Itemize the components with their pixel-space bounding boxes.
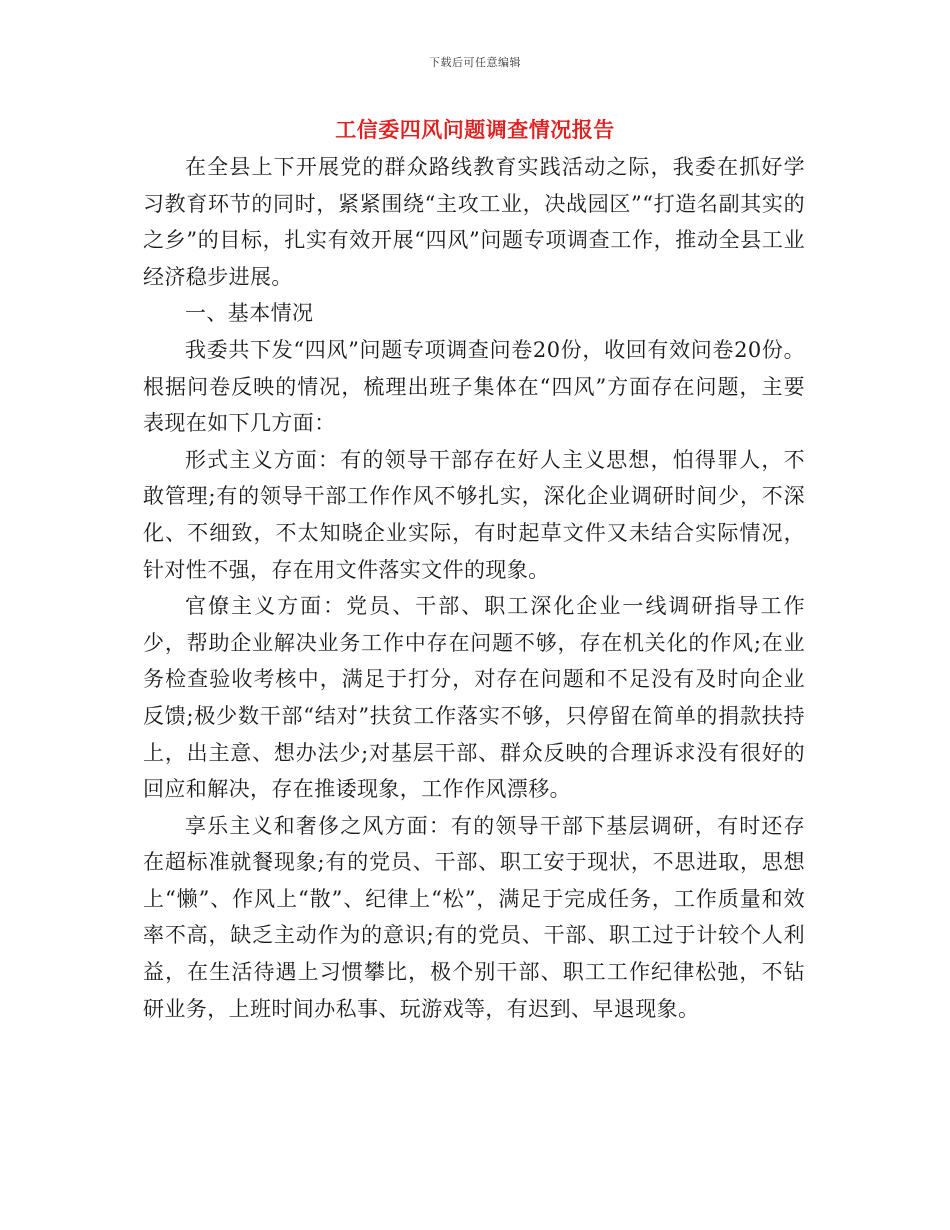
header-note: 下载后可任意编辑 <box>429 56 521 69</box>
paragraph-intro: 在全县上下开展党的群众路线教育实践活动之际，我委在抓好学习教育环节的同时，紧紧围绕“主攻工业，决战园区”“打造名副其实的之乡”的目标，扎实有效开展“四风”问题专项调查工作，推动全县工业经济稳步进展。 <box>143 155 805 289</box>
paragraph-hedonism: 享乐主义和奢侈之风方面：有的领导干部下基层调研，有时还存在超标准就餐现象;有的党员、干部、职工安于现状，不思进取，思想上“懒”、作风上“散”、纪律上“松”，满足于完成任务，工作质量和效率不高，缺乏主动作为的意识;有的党员、干部、职工过于计较个人利益，在生活待遇上习惯攀比，极个别干部、职工工作纪律松弛，不钻研业务，上班时间办私事、玩游戏等，有迟到、早退现象。 <box>143 813 805 1021</box>
paragraph-bureaucratism: 官僚主义方面：党员、干部、职工深化企业一线调研指导工作少，帮助企业解决业务工作中存在问题不够，存在机关化的作风;在业务检查验收考核中，满足于打分，对存在问题和不足没有及时向企业反馈;极少数干部“结对”扶贫工作落实不够，只停留在简单的捐款扶持上，出主意、想办法少;对基层干部、群众反映的合理诉求没有很好的回应和解决，存在推诿现象，工作作风漂移。 <box>143 594 805 802</box>
paragraph-formalism: 形式主义方面：有的领导干部存在好人主义思想，怕得罪人，不敢管理;有的领导干部工作作风不够扎实，深化企业调研时间少，不深化、不细致，不太知晓企业实际，有时起草文件又未结合实际情况，针对性不强，存在用文件落实文件的现象。 <box>143 447 805 582</box>
section-heading-basic-situation: 一、基本情况 <box>185 301 314 326</box>
document-body <box>143 149 805 1027</box>
document-title: 工信委四风问题调查情况报告 <box>335 117 615 142</box>
paragraph-survey: 我委共下发“四风”问题专项调查问卷20份，收回有效问卷20份。根据问卷反映的情况，梳理出班子集体在“四风”方面存在问题，主要表现在如下几方面： <box>143 337 805 436</box>
